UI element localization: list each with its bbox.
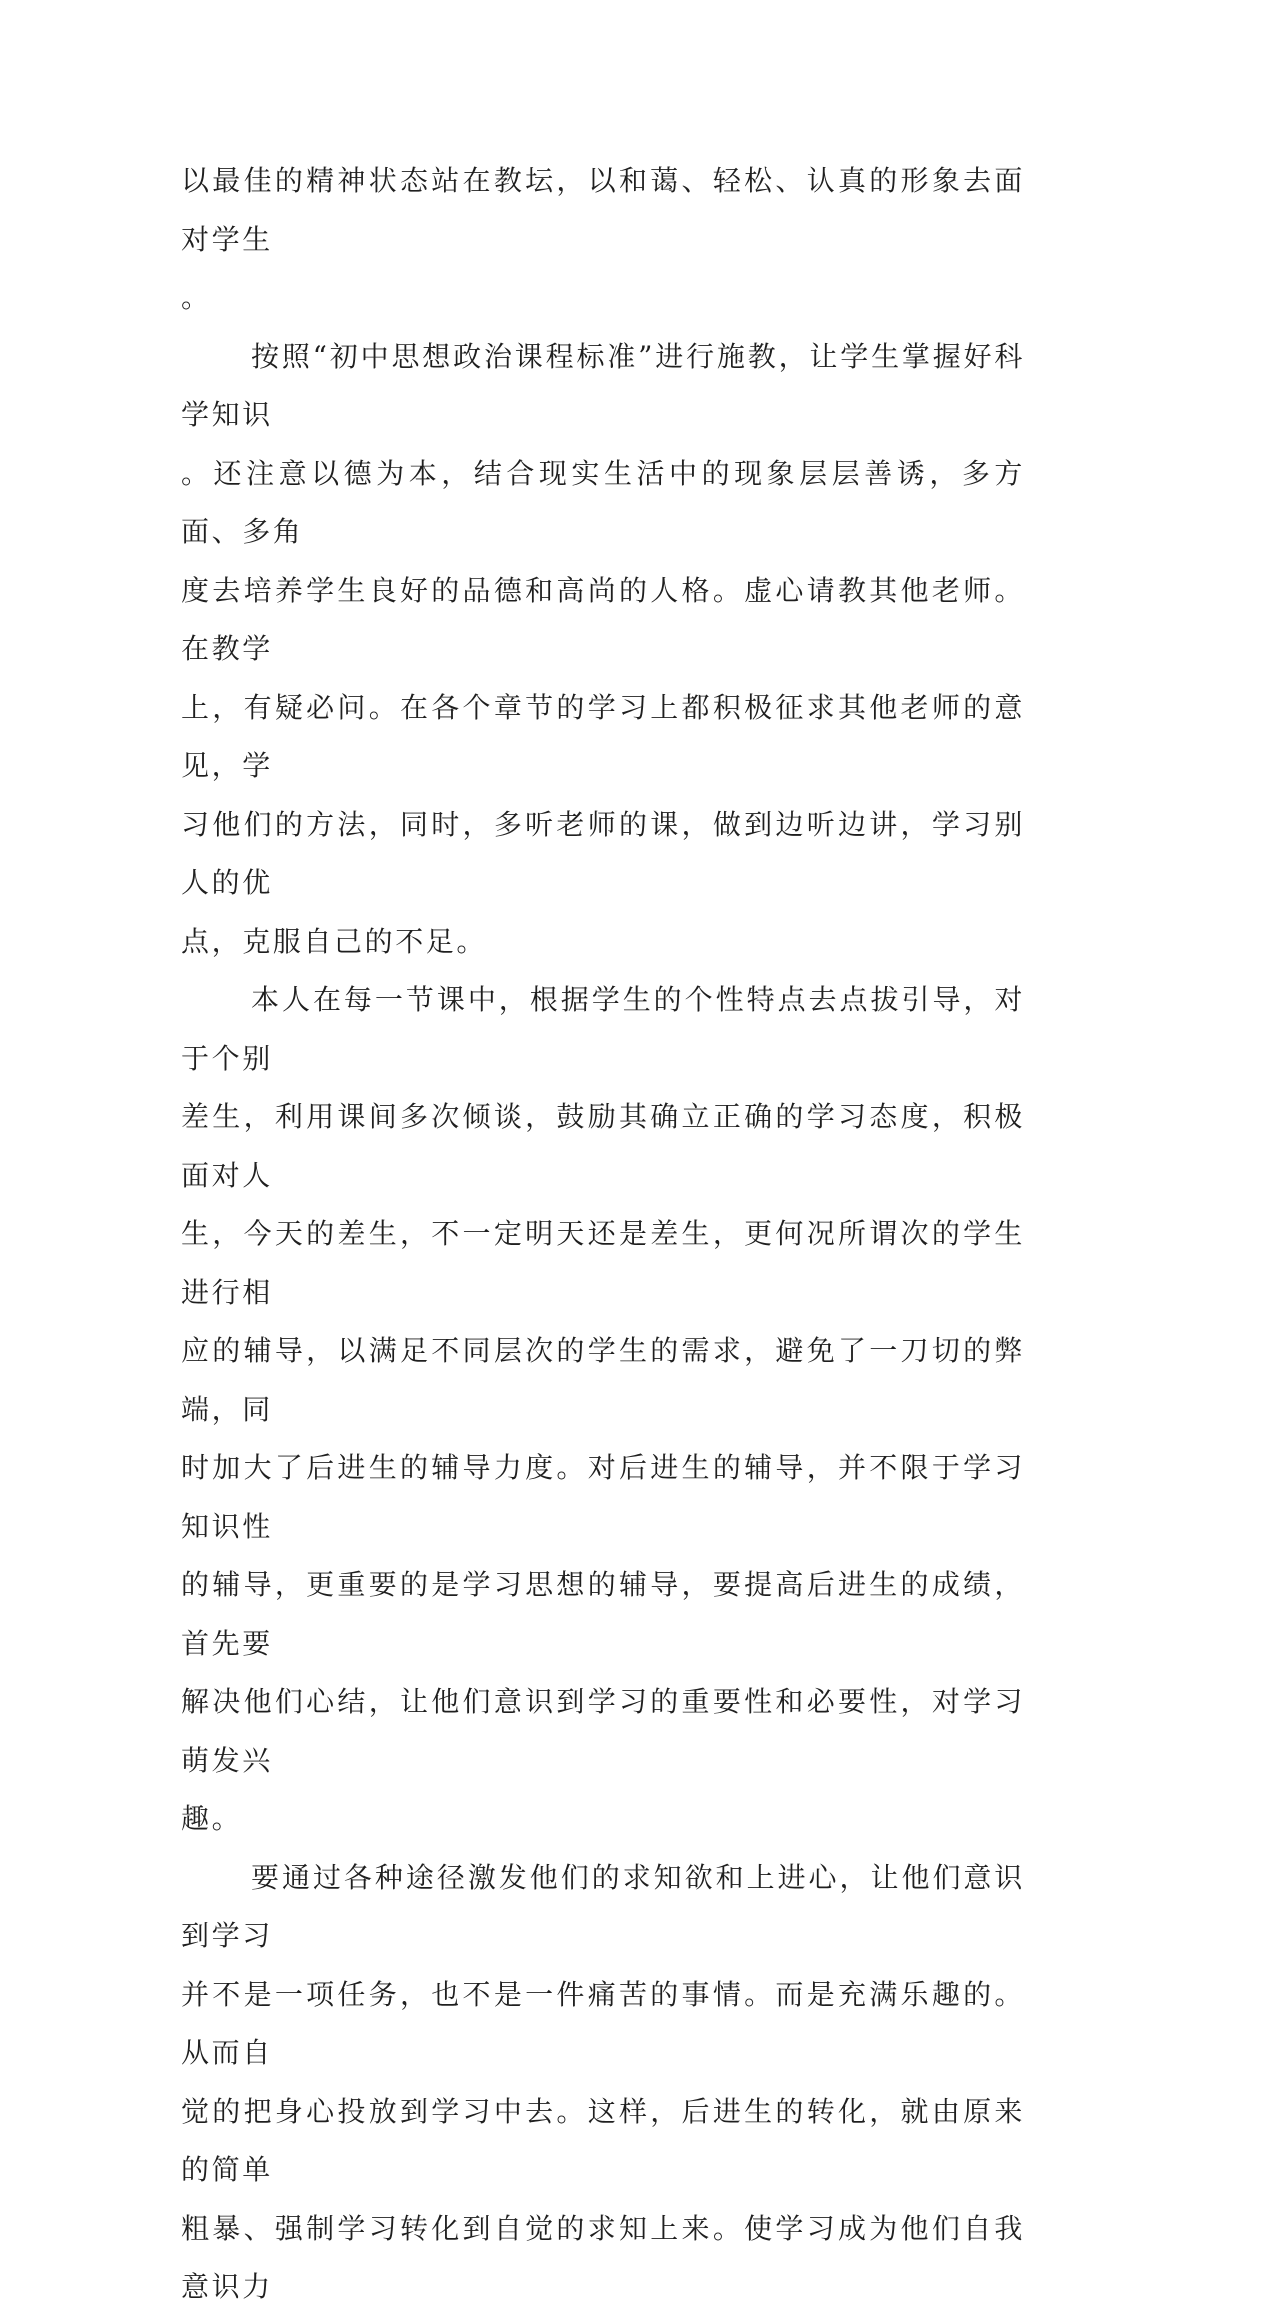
paragraph xyxy=(181,971,1025,1849)
text-line: 解决他们心结，让他们意识到学习的重要性和必要性，对学习萌发兴 xyxy=(181,1685,1025,1777)
text-line: 趣。 xyxy=(181,1802,243,1835)
text-line: 时加大了后进生的辅导力度。对后进生的辅导，并不限于学习知识性 xyxy=(181,1451,1025,1543)
text-line: 应的辅导，以满足不同层次的学生的需求，避免了一刀切的弊端，同 xyxy=(181,1334,1025,1426)
text-line: 度去培养学生良好的品德和高尚的人格。虚心请教其他老师。在教学 xyxy=(181,573,1025,665)
text-line: 并不是一项任务，也不是一件痛苦的事情。而是充满乐趣的。从而自 xyxy=(181,1977,1025,2069)
text-line: 点，克服自己的不足。 xyxy=(181,924,488,958)
text-line: 以最佳的精神状态站在教坛，以和蔼、轻松、认真的形象去面对学生 xyxy=(181,164,1025,256)
text-line: 差生，利用课间多次倾谈，鼓励其确立正确的学习态度，积极面对人 xyxy=(181,1100,1025,1192)
document-body xyxy=(181,152,1025,2317)
paragraph xyxy=(181,152,1025,328)
text-line: 要通过各种途径激发他们的求知欲和上进心，让他们意识到学习 xyxy=(181,1860,1025,1952)
text-line: 本人在每一节课中，根据学生的个性特点去点拔引导，对于个别 xyxy=(181,983,1025,1075)
text-line: 。还注意以德为本，结合现实生活中的现象层层善诱，多方面、多角 xyxy=(181,456,1025,548)
paragraph xyxy=(181,328,1025,972)
paragraph xyxy=(181,1849,1025,2317)
text-line: 习他们的方法，同时，多听老师的课，做到边听边讲，学习别人的优 xyxy=(181,807,1025,899)
text-line: 上，有疑必问。在各个章节的学习上都积极征求其他老师的意见，学 xyxy=(181,690,1025,782)
text-line: 生，今天的差生，不一定明天还是差生，更何况所谓次的学生进行相 xyxy=(181,1217,1025,1309)
text-line: 粗暴、强制学习转化到自觉的求知上来。使学习成为他们自我意识力 xyxy=(181,2211,1025,2303)
text-line: 按照“初中思想政治课程标准”进行施教，让学生掌握好科学知识 xyxy=(181,339,1025,431)
text-line: 觉的把身心投放到学习中去。这样，后进生的转化，就由原来的简单 xyxy=(181,2094,1025,2186)
text-line: 的辅导，更重要的是学习思想的辅导，要提高后进生的成绩，首先要 xyxy=(181,1568,1025,1660)
text-line: 。 xyxy=(181,281,212,314)
